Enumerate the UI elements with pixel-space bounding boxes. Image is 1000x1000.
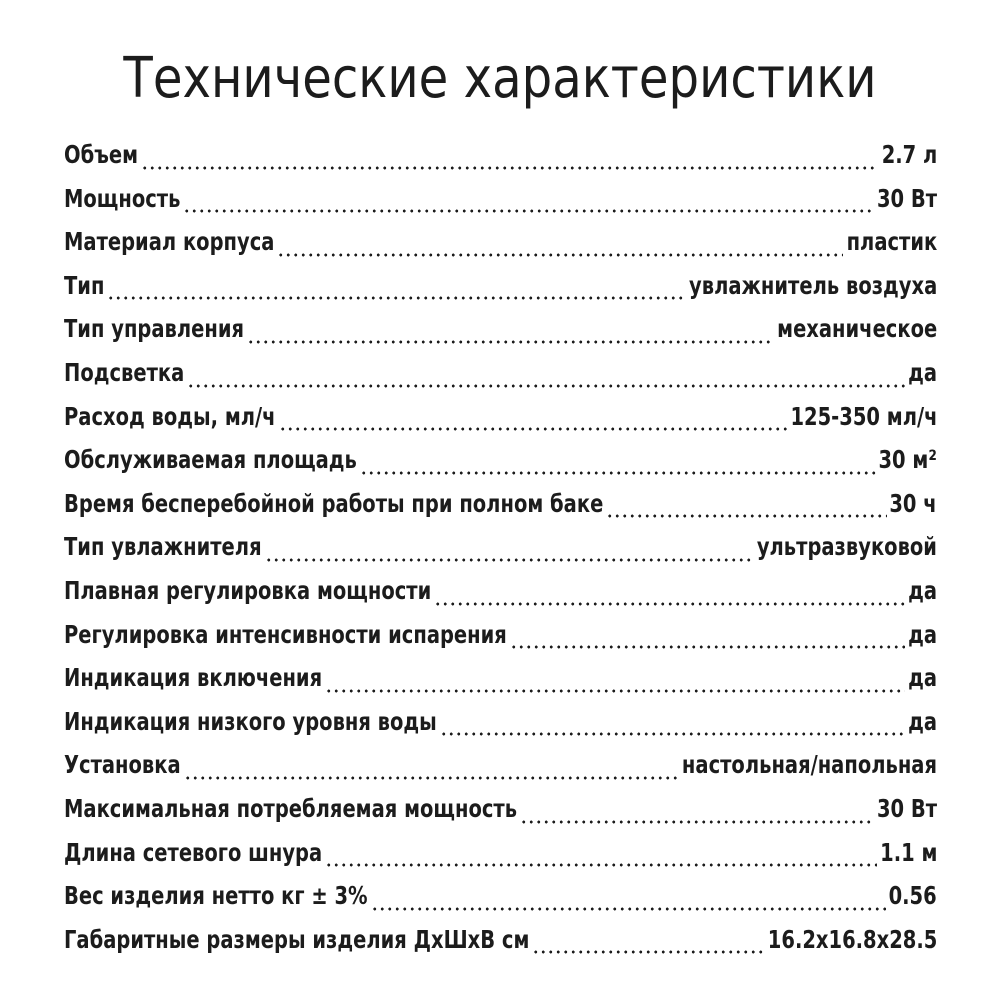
spec-value: 0.56	[888, 881, 937, 911]
spec-row	[64, 532, 937, 576]
spec-row	[64, 750, 937, 794]
spec-value: 30 ч	[889, 488, 937, 518]
spec-label: Вес изделия нетто кг ± 3%	[64, 881, 368, 911]
spec-value: настольная/напольная	[681, 750, 937, 780]
spec-row	[64, 358, 937, 402]
dot-leader	[183, 206, 873, 216]
spec-label: Максимальная потребляемая мощность	[64, 793, 518, 823]
spec-row	[64, 402, 937, 446]
spec-row	[64, 314, 937, 358]
spec-row	[64, 489, 937, 533]
spec-value: да	[908, 357, 937, 387]
spec-value: ультразвуковой	[756, 532, 937, 562]
spec-label: Мощность	[64, 183, 181, 213]
spec-value: 2.7 л	[881, 140, 937, 169]
spec-label: Габаритные размеры изделия ДхШхВ см	[64, 924, 530, 954]
spec-row	[64, 794, 937, 838]
spec-value: 125-350 мл/ч	[789, 401, 937, 431]
spec-row	[64, 881, 937, 925]
spec-label: Расход воды, мл/ч	[64, 401, 276, 431]
spec-row	[64, 227, 937, 271]
spec-row	[64, 140, 937, 184]
dot-leader	[325, 860, 877, 870]
spec-value: увлажнитель воздуха	[688, 270, 937, 300]
dot-leader	[107, 293, 685, 303]
spec-label: Время бесперебойной работы при полном баке	[64, 488, 604, 518]
spec-row	[64, 576, 937, 620]
page-title: Технические характеристики	[123, 46, 877, 111]
spec-label: Материал корпуса	[64, 227, 275, 257]
spec-value: 16.2x16.8x28.5	[767, 924, 937, 954]
spec-value: механическое	[776, 314, 937, 344]
dot-leader	[325, 686, 905, 696]
spec-label: Длина сетевого шнура	[64, 837, 323, 867]
spec-value: пластик	[846, 227, 937, 257]
spec-label: Тип	[64, 270, 105, 300]
spec-value: 30 Вт	[876, 793, 937, 823]
dot-leader	[440, 729, 905, 739]
dot-leader	[184, 773, 679, 783]
dot-leader	[187, 381, 905, 391]
spec-row	[64, 445, 937, 489]
dot-leader	[360, 468, 876, 478]
spec-value: 1.1 м	[879, 837, 937, 867]
spec-value: 30 Вт	[876, 183, 937, 213]
spec-label: Индикация низкого уровня воды	[64, 706, 437, 736]
spec-value: да	[908, 619, 937, 649]
dot-leader	[510, 642, 905, 652]
dot-leader	[606, 511, 886, 521]
spec-row	[64, 838, 937, 882]
spec-row	[64, 271, 937, 315]
dot-leader	[247, 337, 774, 347]
spec-label: Обслуживаемая площадь	[64, 445, 357, 475]
spec-label: Подсветка	[64, 357, 185, 387]
dot-leader	[279, 424, 787, 434]
spec-label: Тип увлажнителя	[64, 532, 262, 562]
dot-leader	[434, 599, 905, 609]
spec-label: Индикация включения	[64, 663, 323, 693]
spec-label: Тип управления	[64, 314, 245, 344]
dot-leader	[265, 555, 754, 565]
dot-leader	[277, 250, 843, 260]
dot-leader	[371, 904, 886, 914]
spec-value: да	[908, 575, 937, 605]
specs-list	[64, 140, 937, 968]
spec-label: Установка	[64, 750, 181, 780]
spec-row	[64, 620, 937, 664]
dot-leader	[520, 817, 874, 827]
dot-leader	[141, 163, 878, 173]
spec-row	[64, 707, 937, 751]
spec-row	[64, 663, 937, 707]
spec-value: да	[908, 663, 937, 693]
spec-row	[64, 925, 937, 969]
spec-label: Регулировка интенсивности испарения	[64, 619, 507, 649]
spec-value: да	[908, 706, 937, 736]
spec-label: Плавная регулировка мощности	[64, 575, 432, 605]
spec-label: Объем	[64, 140, 139, 169]
spec-value: 30 м²	[878, 445, 937, 475]
spec-row	[64, 184, 937, 228]
